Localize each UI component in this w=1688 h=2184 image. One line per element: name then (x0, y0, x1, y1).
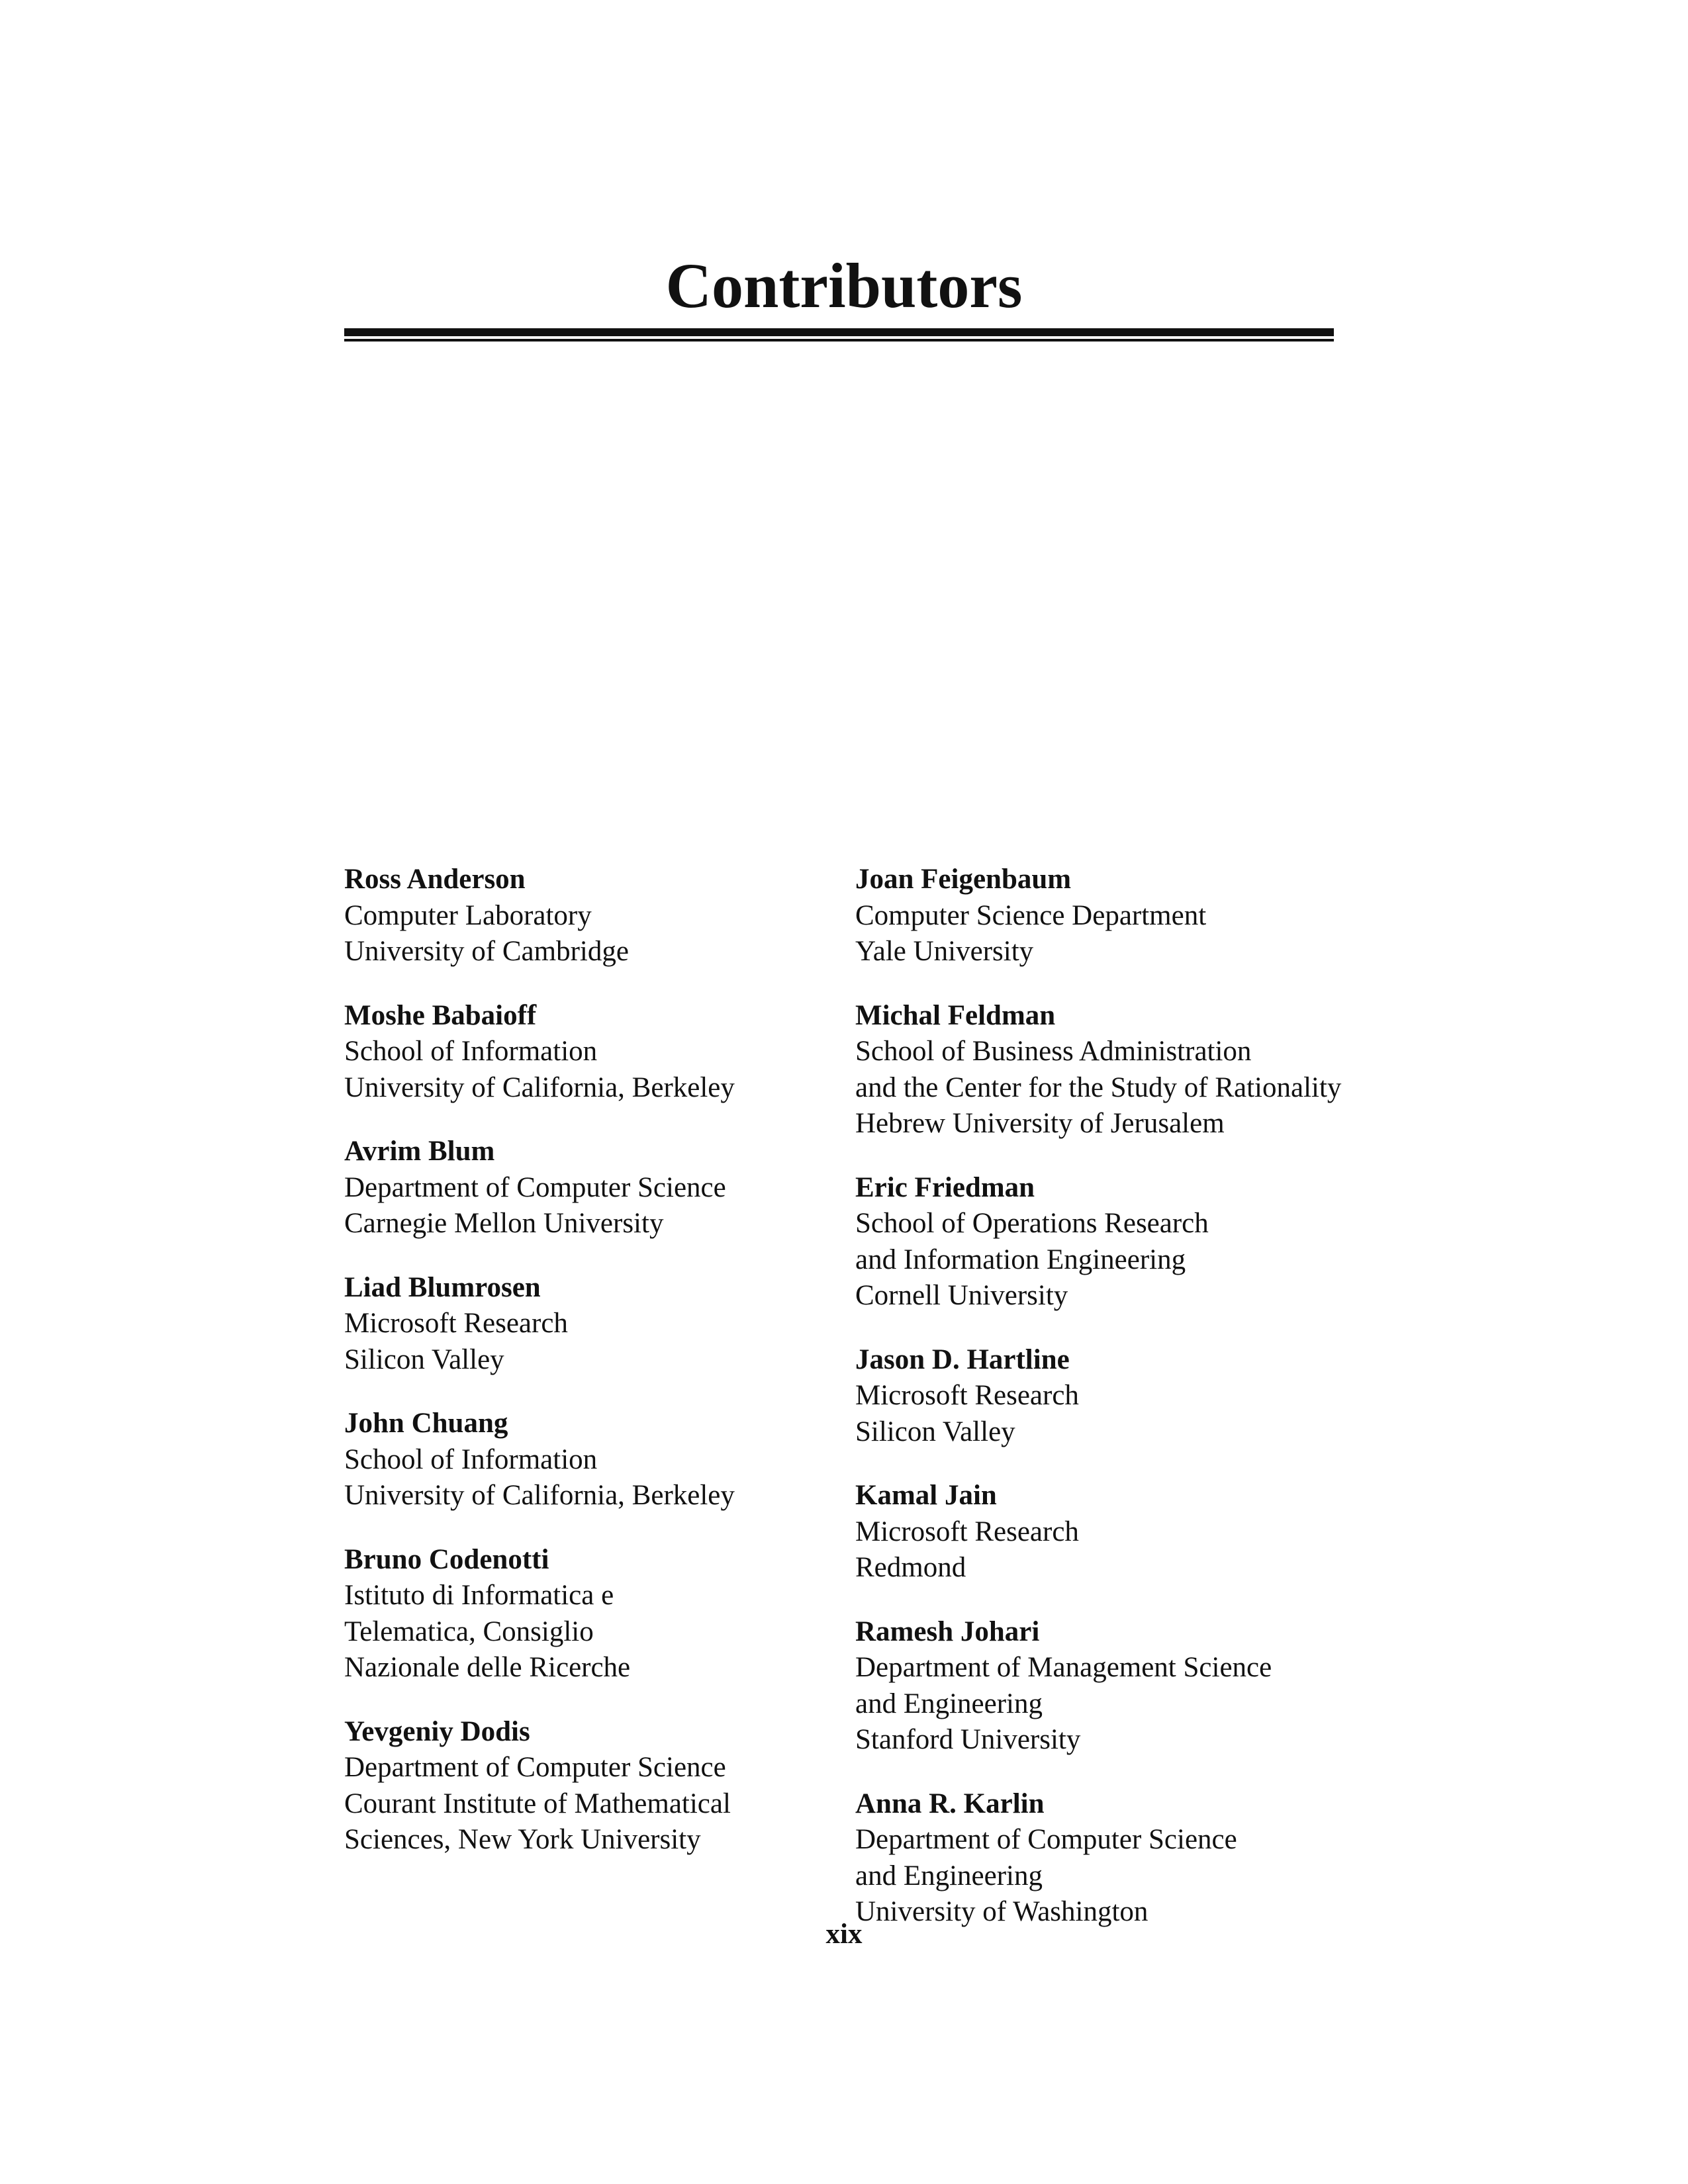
contributors-left-column (344, 862, 887, 1886)
contributor-name: Joan Feigenbaum (855, 864, 1072, 895)
contributor-entry (344, 1134, 887, 1242)
contributor-affiliation-line: University of Cambridge (344, 936, 629, 967)
contributor-affiliation-line: University of California, Berkeley (344, 1071, 735, 1103)
contributor-affiliation-line: Redmond (855, 1552, 966, 1583)
contributor-affiliation-line: and the Center for the Study of Rationality (855, 1071, 1342, 1103)
contributor-affiliation-line: Telematica, Consiglio (344, 1615, 594, 1647)
contributor-affiliation-line: Microsoft Research (344, 1308, 568, 1339)
contributor-affiliation-line: and Information Engineering (855, 1244, 1186, 1275)
contributor-name: Yevgeniy Dodis (344, 1715, 530, 1747)
contributor-affiliation-line: Department of Computer Science (344, 1171, 726, 1203)
contributor-name: John Chuang (344, 1408, 508, 1439)
contributor-affiliation-line: Nazionale delle Ricerche (344, 1652, 631, 1683)
contributor-entry (855, 1478, 1398, 1586)
page-number: xix (825, 1919, 863, 1950)
contributor-affiliation-line: Microsoft Research (855, 1380, 1079, 1411)
contributor-name: Jason D. Hartline (855, 1343, 1070, 1375)
contributor-affiliation-line: Silicon Valley (855, 1416, 1015, 1447)
contributor-entry (855, 998, 1398, 1142)
contributor-name: Bruno Codenotti (344, 1543, 549, 1575)
contributor-entry (344, 1406, 887, 1514)
contributor-affiliation-line: School of Information (344, 1443, 598, 1475)
contributor-name: Kamal Jain (855, 1480, 997, 1511)
contributor-name: Moshe Babaioff (344, 999, 537, 1031)
contributor-entry (344, 1714, 887, 1858)
contributor-entry (344, 998, 887, 1107)
contributor-affiliation-line: Computer Science Department (855, 899, 1207, 931)
contributor-name: Liad Blumrosen (344, 1271, 541, 1303)
contributor-affiliation-line: University of California, Berkeley (344, 1480, 735, 1511)
contributor-entry (344, 862, 887, 970)
contributor-entry (855, 1786, 1398, 1931)
contributor-entry (855, 1170, 1398, 1314)
contributor-affiliation-line: and Engineering (855, 1688, 1043, 1719)
contributor-affiliation-line: School of Business Administration (855, 1036, 1252, 1067)
contributor-affiliation-line: School of Information (344, 1036, 598, 1067)
contributor-affiliation-line: Stanford University (855, 1724, 1081, 1755)
contributor-name: Michal Feldman (855, 999, 1056, 1031)
contributor-name: Eric Friedman (855, 1171, 1035, 1203)
page-title: Contributors (665, 250, 1023, 321)
contributor-entry (855, 862, 1398, 970)
contributor-entry (344, 1270, 887, 1379)
contributor-affiliation-line: Sciences, New York University (344, 1824, 701, 1855)
contributor-name: Ramesh Johari (855, 1615, 1040, 1647)
contributors-right-column (855, 862, 1398, 1958)
contributor-affiliation-line: Istituto di Informatica e (344, 1580, 614, 1611)
contributor-affiliation-line: Hebrew University of Jerusalem (855, 1108, 1225, 1139)
contributor-affiliation-line: Silicon Valley (344, 1343, 504, 1375)
contributor-affiliation-line: Courant Institute of Mathematical (344, 1788, 731, 1819)
contributor-entry (855, 1614, 1398, 1758)
contributor-affiliation-line: University of Washington (855, 1896, 1149, 1927)
contributor-affiliation-line: Department of Computer Science (855, 1824, 1237, 1855)
contributor-affiliation-line: Department of Management Science (855, 1652, 1272, 1683)
contributor-name: Avrim Blum (344, 1136, 495, 1167)
contributor-affiliation-line: Carnegie Mellon University (344, 1208, 664, 1239)
contributor-affiliation-line: Computer Laboratory (344, 899, 592, 931)
contributor-name: Ross Anderson (344, 864, 526, 895)
contributor-affiliation-line: and Engineering (855, 1860, 1043, 1891)
title-rule-thick (344, 328, 1334, 336)
title-rule-thin (344, 339, 1334, 341)
contributor-affiliation-line: Department of Computer Science (344, 1752, 726, 1783)
contributor-entry (855, 1342, 1398, 1451)
contributor-affiliation-line: School of Operations Research (855, 1208, 1209, 1239)
contributor-affiliation-line: Microsoft Research (855, 1516, 1079, 1547)
contributor-entry (344, 1542, 887, 1686)
contributor-name: Anna R. Karlin (855, 1788, 1045, 1819)
contributor-affiliation-line: Cornell University (855, 1280, 1068, 1311)
contributor-affiliation-line: Yale University (855, 936, 1034, 967)
